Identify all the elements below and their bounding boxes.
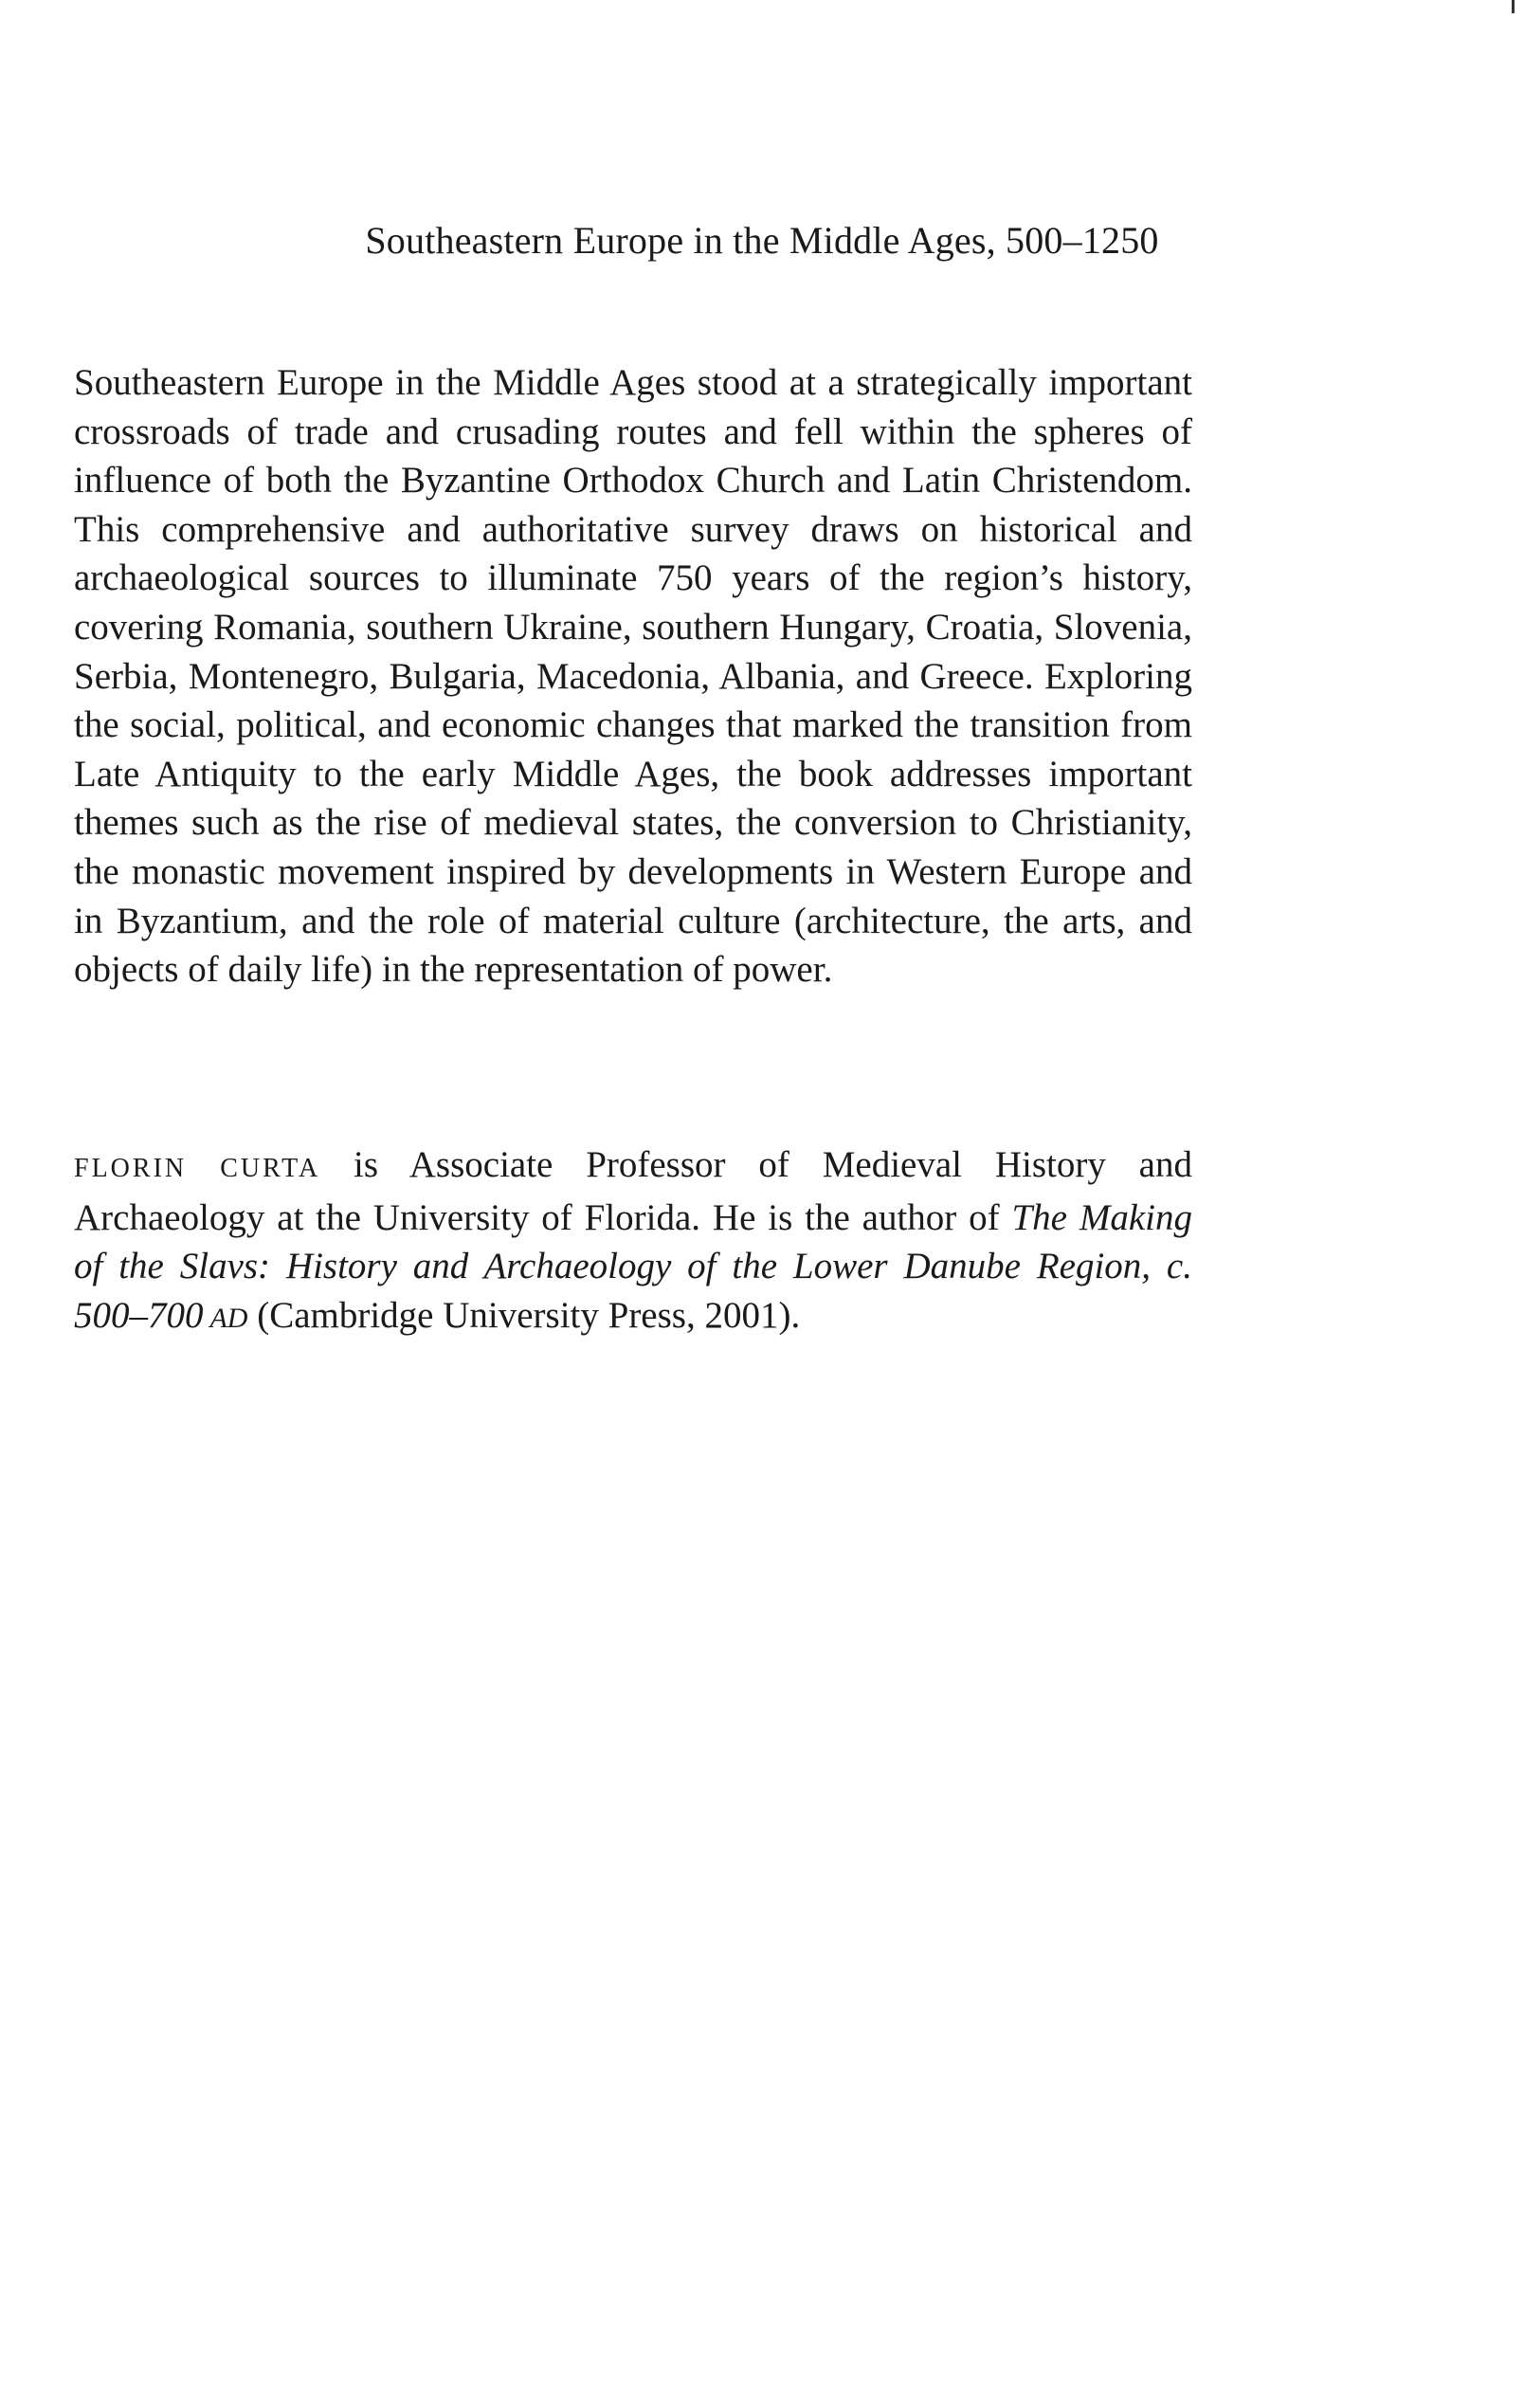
bio-text-1: is Associate Professor of Medieval History and Archaeology at the University of Florida. He is the author of bbox=[74, 1144, 1192, 1238]
author-bio bbox=[74, 1140, 1192, 1342]
author-name: FLORIN CURTA bbox=[74, 1154, 321, 1183]
page-title: Southeastern Europe in the Middle Ages, 500–1250 bbox=[365, 219, 1159, 262]
book-description: Southeastern Europe in the Middle Ages stood at a strategically important crossroads of trade and crusading routes and fell within the spheres of influence of both the Byzantine Orthodox Church and Latin Christendom. This comprehensive and authoritative survey draws on historical and archaeological sources to illuminate 750 years of the region’s history, covering Romania, southern Ukraine, southern Hungary, Croatia, Slovenia, Serbia, Montenegro, Bulgaria, Macedonia, Albania, and Greece. Exploring the social, political, and economic changes that marked the transition from Late Antiquity to the early Middle Ages, the book addresses important themes such as the rise of medieval states, the conversion to Christianity, the monastic movement inspired by developments in Western Europe and in Byzantium, and the role of material culture (architecture, the arts, and objects of daily life) in the representation of power. bbox=[74, 362, 1192, 991]
scan-mark bbox=[1512, 0, 1515, 13]
bio-text-2: (Cambridge University Press, 2001). bbox=[247, 1294, 801, 1336]
book-era: AD bbox=[203, 1302, 248, 1334]
book-title: The Making of the Slavs: History and Archaeology of the Lower Danube Region, c. 500–700 bbox=[74, 1196, 1192, 1336]
